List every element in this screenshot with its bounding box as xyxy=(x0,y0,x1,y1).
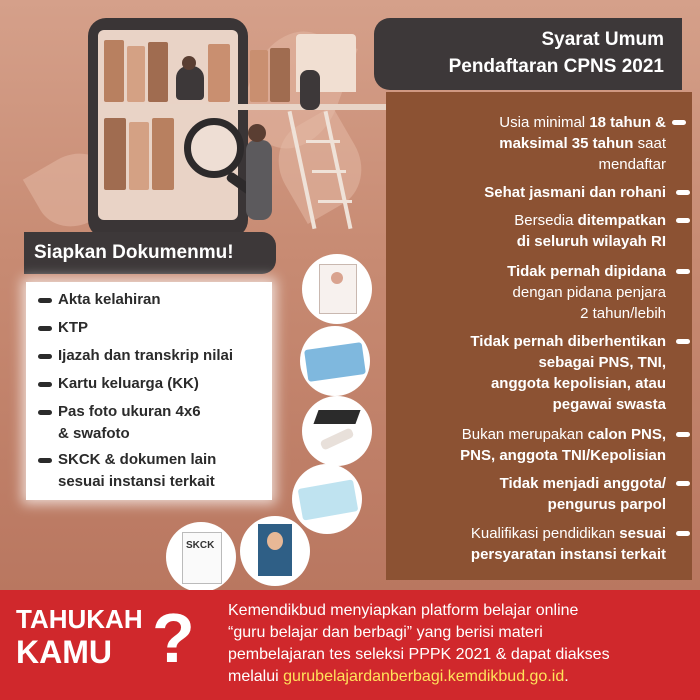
req-text-bold: persyaratan instansi terkait xyxy=(470,546,666,563)
certificate-icon xyxy=(302,254,372,324)
question-mark: ? xyxy=(152,599,195,677)
dash-icon xyxy=(676,481,690,486)
req-text-bold: maksimal 35 tahun xyxy=(499,135,634,152)
did-you-know-line-1: TAHUKAH xyxy=(16,604,143,634)
book xyxy=(250,50,268,102)
book xyxy=(152,118,174,190)
req-text-bold: Sehat jasmani dan rohani xyxy=(484,184,666,201)
documents-heading: Siapkan Dokumenmu! xyxy=(24,232,276,274)
req-text: mendaftar xyxy=(598,156,666,173)
req-text-bold: Tidak menjadi anggota/ xyxy=(499,475,666,492)
document-item: sesuai instansi terkait xyxy=(58,473,215,490)
dash-icon xyxy=(38,326,52,331)
skck-label: SKCK xyxy=(186,540,215,551)
person-head xyxy=(248,124,266,142)
document-item: SKCK & dokumen lain xyxy=(58,451,217,468)
req-text: dengan pidana penjara xyxy=(512,284,666,301)
dash-icon xyxy=(38,298,52,303)
dash-icon xyxy=(676,269,690,274)
document-item: KTP xyxy=(58,319,88,336)
family-card-icon xyxy=(292,464,362,534)
document-item: Pas foto ukuran 4x6 xyxy=(58,403,201,420)
req-text-bold: sebagai PNS, TNI, xyxy=(538,354,666,371)
person-on-ladder-icon xyxy=(300,70,320,110)
ladder-rung xyxy=(318,200,352,203)
req-text: Usia minimal xyxy=(499,114,590,131)
document-item: Kartu keluarga (KK) xyxy=(58,375,199,392)
dash-icon xyxy=(672,120,686,125)
ladder-rung xyxy=(306,140,340,143)
req-text-bold: ditempatkan xyxy=(577,212,666,229)
req-text-bold: Tidak pernah dipidana xyxy=(507,263,666,280)
book xyxy=(270,48,290,102)
req-text-bold: pengurus parpol xyxy=(547,496,666,513)
footer-line-1: Kemendikbud menyiapkan platform belajar online xyxy=(228,602,579,619)
dash-icon xyxy=(38,410,52,415)
did-you-know-heading xyxy=(16,604,143,670)
title-line-2: Pendaftaran CPNS 2021 xyxy=(448,56,664,77)
dash-icon xyxy=(38,458,52,463)
dash-icon xyxy=(676,339,690,344)
req-text-bold: sesuai xyxy=(619,525,666,542)
document-item: & swafoto xyxy=(58,425,130,442)
person-standing-icon xyxy=(246,140,272,220)
footer-line-4 xyxy=(228,666,688,688)
id-card-icon xyxy=(300,326,370,396)
req-text-bold: Tidak pernah diberhentikan xyxy=(470,333,666,350)
footer-text xyxy=(228,600,688,688)
req-text-bold: pegawai swasta xyxy=(552,396,666,413)
dash-icon xyxy=(676,190,690,195)
footer-line-2: “guru belajar dan berbagi” yang berisi materi xyxy=(228,624,543,641)
magnifier-icon xyxy=(184,118,244,178)
photo-icon xyxy=(240,516,310,586)
dash-icon xyxy=(38,354,52,359)
req-text: Bukan merupakan xyxy=(461,426,588,443)
book xyxy=(208,44,230,102)
req-text-bold: 18 tahun & xyxy=(589,114,666,131)
req-text: saat xyxy=(633,135,666,152)
footer-text-suffix: . xyxy=(564,668,569,685)
person-reading-icon xyxy=(176,66,204,100)
did-you-know-line-2: KAMU xyxy=(16,634,112,670)
ladder-rung xyxy=(312,170,346,173)
req-text-bold: PNS, anggota TNI/Kepolisian xyxy=(460,447,666,464)
book xyxy=(129,122,149,190)
website-link[interactable]: gurubelajardanberbagi.kemdikbud.go.id xyxy=(283,668,565,685)
footer-line-3: pembelajaran tes seleksi PPPK 2021 & dapat diakses xyxy=(228,646,610,663)
dash-icon xyxy=(676,531,690,536)
req-text-bold: calon PNS, xyxy=(587,426,666,443)
dash-icon xyxy=(38,382,52,387)
skck-document-icon xyxy=(166,522,236,592)
req-text-bold: anggota kepolisian, atau xyxy=(490,375,666,392)
req-text: Kualifikasi pendidikan xyxy=(470,525,620,542)
graduation-cap-icon xyxy=(302,396,372,466)
book xyxy=(127,46,145,102)
document-item: Ijazah dan transkrip nilai xyxy=(58,347,234,364)
book xyxy=(148,42,168,102)
book xyxy=(104,118,126,190)
bookshelf xyxy=(98,104,388,110)
book xyxy=(104,40,124,102)
dash-icon xyxy=(676,432,690,437)
req-text-bold: di seluruh wilayah RI xyxy=(516,233,666,250)
title-line-1: Syarat Umum xyxy=(541,29,664,50)
req-text: Bersedia xyxy=(514,212,578,229)
document-item: Akta kelahiran xyxy=(58,291,161,308)
person-head xyxy=(182,56,196,70)
dash-icon xyxy=(676,218,690,223)
footer-text-prefix: melalui xyxy=(228,668,284,685)
title-banner xyxy=(374,18,682,90)
req-text: 2 tahun/lebih xyxy=(580,305,666,322)
